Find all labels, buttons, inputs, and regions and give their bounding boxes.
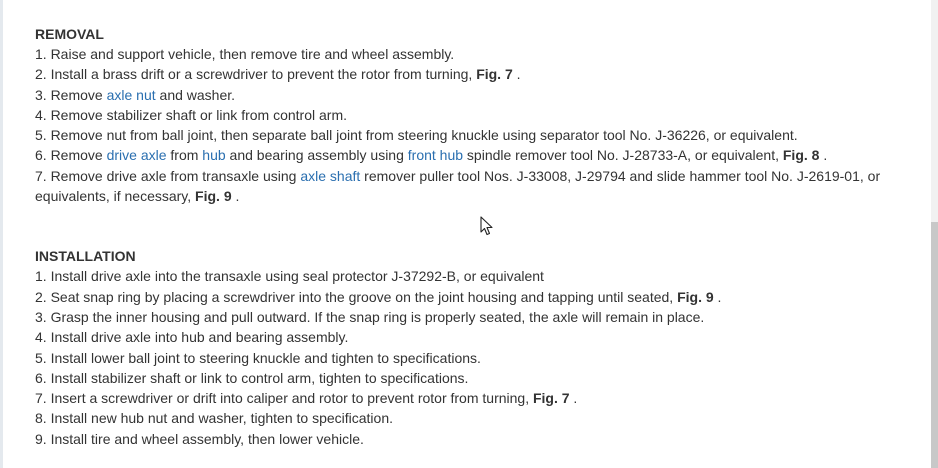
- removal-heading: REMOVAL: [35, 26, 104, 42]
- step-text: 1. Install drive axle into the transaxle using seal protector J-37292-B, or equivalent: [35, 268, 544, 285]
- figure-reference: Fig. 9: [195, 188, 232, 205]
- scrollbar-thumb[interactable]: [931, 222, 938, 468]
- removal-steps-list: [35, 44, 895, 206]
- step-text: 5. Install lower ball joint to steering knuckle and tighten to specifications.: [35, 349, 481, 366]
- installation-section: [35, 246, 895, 449]
- removal-step: [35, 85, 895, 105]
- installation-step: [35, 408, 895, 428]
- installation-step: [35, 287, 895, 307]
- step-text: .: [713, 288, 722, 305]
- figure-reference: Fig. 9: [677, 288, 714, 305]
- step-text: 4. Remove stabilizer shaft or link from control arm.: [35, 106, 347, 123]
- step-text: 7. Remove drive axle from transaxle using: [35, 167, 301, 184]
- term-link[interactable]: hub: [202, 147, 226, 164]
- procedure-content: [35, 24, 895, 449]
- step-text: from: [166, 147, 203, 164]
- installation-step: [35, 266, 895, 286]
- step-text: 5. Remove nut from ball joint, then separate ball joint from steering knuckle using separator tool No. J-36226, or equivalent.: [35, 127, 798, 144]
- step-text: 6. Remove: [35, 147, 107, 164]
- removal-step: [35, 166, 895, 207]
- removal-step: [35, 145, 895, 165]
- step-text: 8. Install new hub nut and washer, tighten to specification.: [35, 410, 394, 427]
- step-text: spindle remover tool No. J-28733-A, or equivalent,: [463, 147, 783, 164]
- step-text: 9. Install tire and wheel assembly, then lower vehicle.: [35, 430, 364, 447]
- term-link[interactable]: axle nut: [106, 86, 156, 103]
- term-link[interactable]: axle shaft: [300, 167, 361, 184]
- installation-step: [35, 348, 895, 368]
- removal-step: [35, 64, 895, 84]
- step-text: 2. Seat snap ring by placing a screwdriver into the groove on the joint housing and tapping until seated,: [35, 288, 678, 305]
- step-text: 6. Install stabilizer shaft or link to control arm, tighten to specifications.: [35, 369, 469, 386]
- removal-step: [35, 44, 895, 64]
- installation-heading: INSTALLATION: [35, 248, 136, 265]
- vertical-scrollbar[interactable]: [931, 0, 938, 468]
- step-text: 3. Grasp the inner housing and pull outward. If the snap ring is properly seated, the axle will remain in place.: [35, 308, 705, 325]
- left-border: [0, 0, 3, 468]
- step-text: 4. Install drive axle into hub and bearing assembly.: [35, 329, 349, 346]
- removal-step: [35, 125, 895, 145]
- mouse-pointer-icon: [480, 216, 493, 236]
- step-text: 1. Raise and support vehicle, then remove tire and wheel assembly.: [35, 46, 455, 62]
- term-link[interactable]: drive axle: [106, 147, 167, 164]
- step-text: remover puller tool Nos. J-33008, J-29794 and slide hammer tool No. J-2619-01, or equivalents, if necessary,: [35, 167, 881, 205]
- step-text: .: [569, 390, 578, 407]
- step-text: .: [231, 188, 240, 205]
- step-text: .: [819, 147, 828, 164]
- term-link[interactable]: front hub: [407, 147, 464, 164]
- step-text: and washer.: [155, 86, 236, 103]
- removal-step: [35, 105, 895, 125]
- step-text: 3. Remove: [35, 86, 107, 103]
- step-text: 2. Install a brass drift or a screwdriver to prevent the rotor from turning,: [35, 66, 477, 83]
- installation-step: [35, 388, 895, 408]
- installation-step: [35, 327, 895, 347]
- figure-reference: Fig. 7: [476, 66, 513, 83]
- removal-section: [35, 24, 895, 206]
- installation-steps-list: [35, 266, 895, 449]
- step-text: .: [512, 66, 521, 83]
- installation-step: [35, 429, 895, 449]
- step-text: 7. Insert a screwdriver or drift into caliper and rotor to prevent rotor from turning,: [35, 390, 533, 407]
- installation-step: [35, 368, 895, 388]
- installation-step: [35, 307, 895, 327]
- step-text: and bearing assembly using: [225, 147, 408, 164]
- figure-reference: Fig. 7: [532, 390, 570, 407]
- figure-reference: Fig. 8: [782, 147, 820, 164]
